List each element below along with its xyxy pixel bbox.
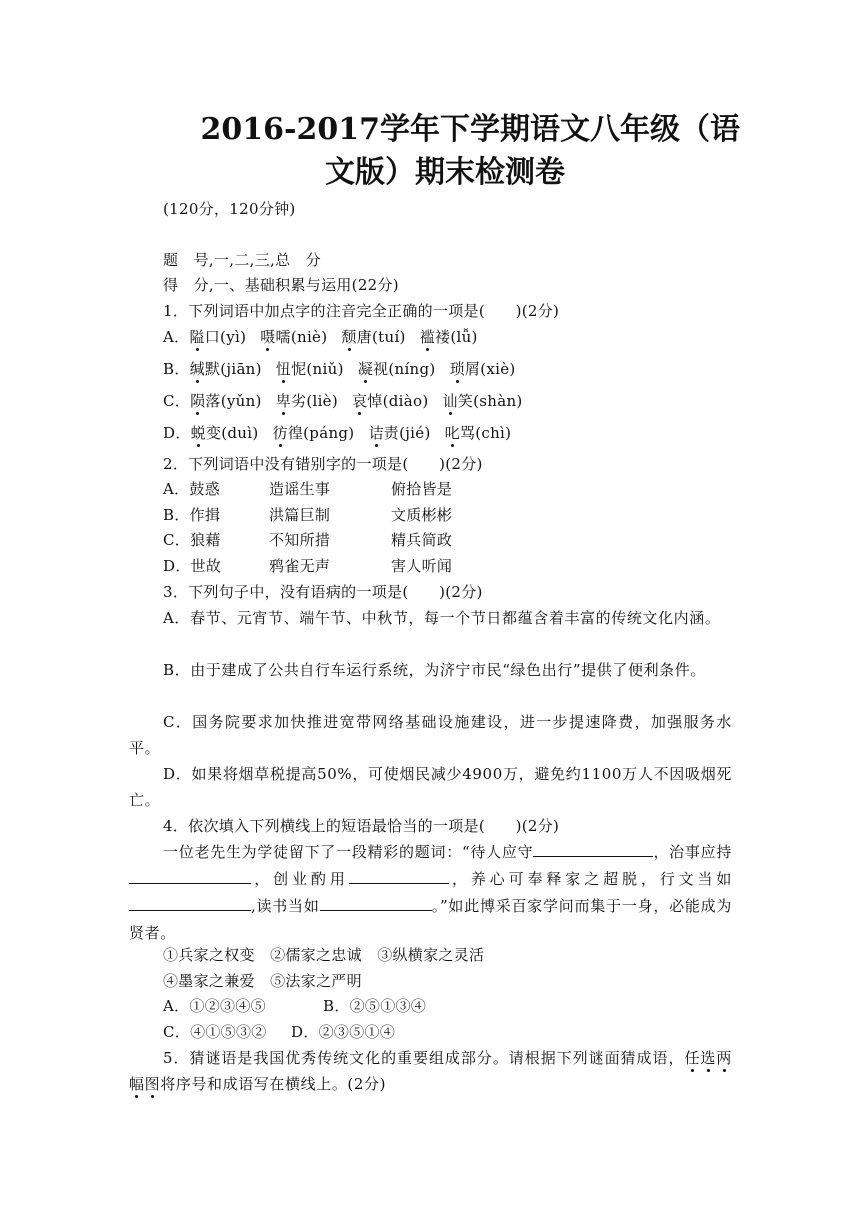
- q2-option-a: [163, 479, 452, 499]
- emphasis-dot-char: 隘: [189, 328, 205, 346]
- q1-option-c: [163, 391, 523, 411]
- emphasis-dot-char: 叱: [444, 424, 460, 442]
- q4-text: 一位老先生为学徒留下了一段精彩的题词：“待人应守: [163, 843, 534, 861]
- emphasis-dot-char: 讪: [442, 392, 458, 410]
- q3-stem: 3．下列句子中，没有语病的一项是( )(2分): [163, 583, 483, 601]
- q2-cell: D．世故: [163, 557, 222, 575]
- emphasis-dot-char: 颓: [341, 328, 357, 346]
- emphasis-dot-char: 哀: [352, 392, 368, 410]
- q3-option-b: B．由于建成了公共自行车运行系统，为济宁市民“绿色出行”提供了便利条件。: [163, 661, 706, 679]
- fill-blank: [129, 868, 251, 884]
- emphasis-dot-char: 褴: [419, 328, 436, 346]
- q4-passage: [129, 839, 732, 947]
- q4-text: 。”如此博采百家学问而集于一身，必能成为贤者。: [129, 897, 732, 942]
- emphasis-dot-char: 卑: [275, 392, 292, 410]
- option-letter: A．: [163, 328, 190, 346]
- emphasis-dot-char: 蜕: [190, 424, 206, 442]
- q3-option-a: A．春节、元宵节、端午节、中秋节，每一个节日都蕴含着丰富的传统文化内涵。: [163, 609, 721, 627]
- option-letter: D．: [163, 424, 191, 442]
- option-word: 讪笑(shàn): [442, 392, 523, 410]
- option-word: 凝视(níng): [357, 360, 436, 378]
- option-word: 忸怩(niǔ): [275, 360, 344, 378]
- q4-option: C．④①⑤③②: [163, 1023, 267, 1041]
- option-letter: C．: [163, 392, 191, 410]
- emphasis-dot-char: 忸: [275, 360, 292, 378]
- emphasis-dot-char: 幅: [129, 1075, 145, 1093]
- q4-text: ，治事应持: [653, 843, 732, 861]
- q2-cell: 精兵简政: [391, 531, 453, 549]
- fill-blank: [349, 868, 449, 884]
- q2-option-d: [163, 556, 452, 576]
- score-table-row-2: 得 分,一、基础积累与运用(22分): [163, 276, 399, 294]
- option-word: 颓唐(tuí): [341, 328, 406, 346]
- q4-text: ,读书当如: [251, 897, 320, 915]
- q2-cell: A．鼓惑: [163, 480, 221, 498]
- q2-cell: C．狼藉: [163, 531, 221, 549]
- q4-option: D．②③⑤①④: [291, 1023, 396, 1041]
- emphasis-dot-char: 嗫: [260, 328, 276, 346]
- q2-cell: 洪篇巨制: [269, 506, 331, 524]
- q5-text: 5．猜谜语是我国优秀传统文化的重要组成部分。请根据下列谜面猜成语，: [163, 1049, 685, 1067]
- emphasis-dot-char: 琐: [449, 360, 465, 378]
- q1-option-a: [163, 327, 478, 347]
- q4-option: A．①②③④⑤: [163, 997, 266, 1015]
- option-word: 嗫嚅(niè): [260, 328, 328, 346]
- q5-stem: [129, 1045, 732, 1097]
- q4-option: B．②⑤①③④: [323, 997, 427, 1015]
- emphasis-dot-char: 陨: [190, 392, 206, 410]
- option-letter: B．: [163, 360, 190, 378]
- emphasis-dot-char: 两: [716, 1049, 732, 1067]
- q2-cell: 造谣生事: [269, 480, 331, 498]
- q2-cell: 不知所措: [269, 531, 331, 549]
- q5-text: 将序号和成语写在横线上。(2分): [160, 1075, 387, 1093]
- option-word: 蜕变(duì): [190, 424, 259, 442]
- score-table-row-1: 题 号,一,二,三,总 分: [163, 251, 321, 269]
- q4-options-cd: [163, 1022, 395, 1042]
- q4-items-1: ①兵家之权变 ②儒家之忠诚 ③纵横家之灵活: [163, 946, 485, 964]
- option-word: 隘口(yì): [189, 328, 247, 346]
- fill-blank: [129, 895, 251, 911]
- q2-cell: 害人听闻: [391, 557, 453, 575]
- q2-cell: 俯拾皆是: [391, 480, 453, 498]
- option-word: 叱骂(chì): [444, 424, 512, 442]
- emphasis-dot-char: 彷: [272, 424, 288, 442]
- q4-text: ，创业酌用: [251, 870, 349, 888]
- option-word: 彷徨(páng): [272, 424, 355, 442]
- q2-option-c: [163, 530, 452, 550]
- option-word: 诘责(jié): [368, 424, 431, 442]
- fill-blank: [533, 841, 653, 857]
- option-word: 褴褛(lǚ): [419, 328, 478, 346]
- q4-text: ，养心可奉释家之超脱，行文当如: [448, 870, 732, 888]
- emphasis-dot-char: 诘: [368, 424, 384, 442]
- q2-cell: 文质彬彬: [391, 506, 453, 524]
- emphasis-dot-char: 任: [684, 1049, 701, 1067]
- fill-blank: [320, 895, 432, 911]
- q2-option-b: [163, 505, 452, 525]
- q4-options-ab: [163, 996, 426, 1016]
- option-word: 卑劣(liè): [275, 392, 338, 410]
- q4-items-2: ④墨家之兼爱 ⑤法家之严明: [163, 972, 362, 990]
- emphasis-dot-char: 凝: [357, 360, 374, 378]
- q3-option-d: D．如果将烟草税提高50%，可使烟民减少4900万，避免约1100万人不因吸烟死亡。: [129, 765, 732, 809]
- option-word: 琐屑(xiè): [449, 360, 516, 378]
- option-word: 哀悼(diào): [352, 392, 429, 410]
- q2-cell: 鸦雀无声: [269, 557, 331, 575]
- option-word: 陨落(yǔn): [190, 392, 262, 410]
- q2-stem: 2．下列词语中没有错别字的一项是( )(2分): [163, 455, 483, 473]
- option-word: 缄默(jiān): [189, 360, 262, 378]
- emphasis-dot-char: 缄: [189, 360, 205, 378]
- title-line-2: 文版）期末检测卷: [325, 155, 565, 190]
- q3-option-c: C．国务院要求加快推进宽带网络基础设施建设，进一步提速降费，加强服务水平。: [129, 713, 732, 757]
- q2-cell: B．作揖: [163, 506, 221, 524]
- q4-stem: 4．依次填入下列横线上的短语最恰当的一项是( )(2分): [163, 817, 560, 835]
- emphasis-dot-char: 选: [700, 1049, 717, 1067]
- q1-option-d: [163, 423, 511, 443]
- emphasis-dot-char: 图: [144, 1075, 161, 1093]
- q1-stem: 1．下列词语中加点字的注音完全正确的一项是( )(2分): [163, 302, 560, 320]
- title-line-1: 2016-2017学年下学期语文八年级（语: [200, 112, 740, 147]
- q1-option-b: [163, 359, 516, 379]
- exam-meta: (120分，120分钟): [163, 200, 296, 218]
